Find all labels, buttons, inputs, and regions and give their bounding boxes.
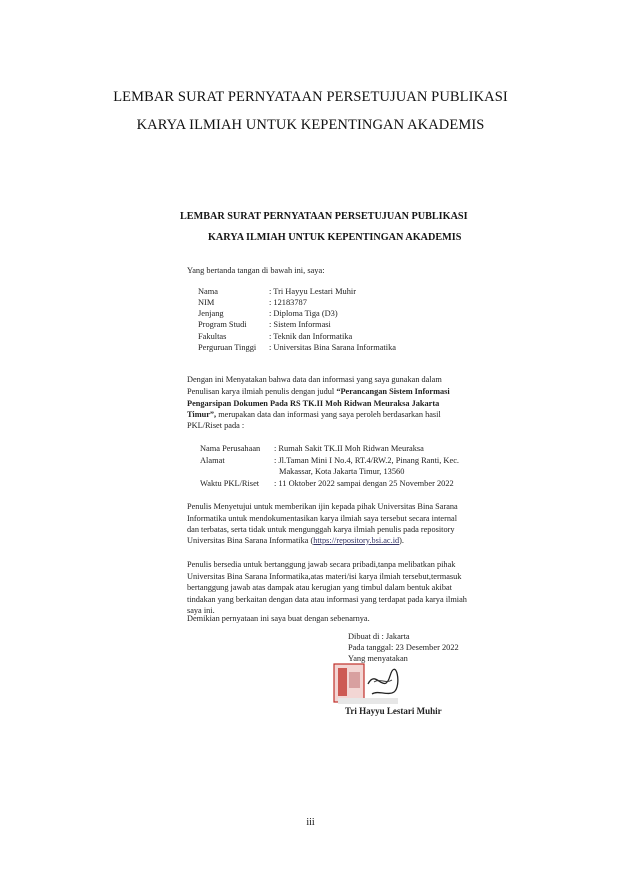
- field-value-perguruan-tinggi: : Universitas Bina Sarana Informatika: [269, 343, 396, 352]
- field-value-nim: : 12183787: [269, 298, 307, 307]
- field-label-program-studi: Program Studi: [198, 320, 247, 329]
- para1-line-4: [187, 410, 441, 419]
- scan-heading-2: KARYA ILMIAH UNTUK KEPENTINGAN AKADEMIS: [208, 232, 462, 243]
- sign-date: Pada tanggal: 23 Desember 2022: [348, 643, 459, 652]
- para1-line-2-text: Penulisan karya ilmiah penulis dengan judul: [187, 387, 337, 396]
- para2-line-3: dan terbatas, serta tidak untuk mengunggah karya ilmiah penulis pada repository: [187, 525, 455, 534]
- field-label-nim: NIM: [198, 298, 215, 307]
- field-label-perguruan-tinggi: Perguruan Tinggi: [198, 343, 257, 352]
- sign-stated: Yang menyatakan: [348, 654, 408, 663]
- field-label-nama: Nama: [198, 287, 218, 296]
- para2-line-4-end: ).: [399, 536, 404, 545]
- para1-line-5: PKL/Riset pada :: [187, 421, 245, 430]
- company-value-nama: : Rumah Sakit TK.II Moh Ridwan Meuraksa: [274, 444, 424, 453]
- company-value-alamat-2: Makassar, Kota Jakarta Timur, 13560: [279, 467, 405, 476]
- scan-intro: Yang bertanda tangan di bawah ini, saya:: [187, 266, 325, 275]
- sign-name: Tri Hayyu Lestari Muhir: [345, 706, 442, 716]
- para3-line-2: Universitas Bina Sarana Informatika,atas materi/isi karya ilmiah tersebut,termasuk: [187, 572, 462, 581]
- field-value-fakultas: : Teknik dan Informatika: [269, 332, 353, 341]
- company-value-waktu: : 11 Oktober 2022 sampai dengan 25 November 2022: [274, 479, 454, 488]
- company-label-nama: Nama Perusahaan: [200, 444, 261, 453]
- para2-line-1: Penulis Menyetujui untuk memberikan ijin kepada pihak Universitas Bina Sarana: [187, 502, 458, 511]
- field-value-nama: : Tri Hayyu Lestari Muhir: [269, 287, 357, 296]
- company-label-waktu: Waktu PKL/Riset: [200, 479, 260, 488]
- sign-place: Dibuat di : Jakarta: [348, 632, 410, 641]
- field-value-jenjang: : Diploma Tiga (D3): [269, 309, 338, 318]
- para1-line-4-text: merupakan data dan informasi yang saya peroleh berdasarkan hasil: [216, 410, 441, 419]
- para3-line-3: bertanggung jawab atas dampak atau kerugian yang timbul dalam bentuk akibat: [187, 583, 452, 592]
- page-title-line-1: LEMBAR SURAT PERNYATAAN PERSETUJUAN PUBLIKASI: [113, 89, 508, 105]
- para1-title-start: “Perancangan Sistem Informasi: [336, 387, 450, 396]
- para2-line-2: Informatika untuk mendokumentasikan karya ilmiah saya tersebut secara internal: [187, 514, 458, 523]
- closing-statement: Demikian pernyataan ini saya buat dengan sebenarnya.: [187, 614, 370, 623]
- para1-line-2: [187, 387, 450, 396]
- para1-title-end: Timur”,: [187, 410, 217, 419]
- repository-link[interactable]: https://repository.bsi.ac.id: [313, 536, 400, 545]
- field-label-jenjang: Jenjang: [198, 309, 224, 318]
- para3-line-4: tindakan yang berkaitan dengan data atau informasi yang terdapat pada karya ilmiah: [187, 595, 467, 604]
- company-value-alamat-1: : Jl.Taman Mini I No.4, RT.4/RW.2, Pinang Ranti, Kec.: [274, 456, 460, 465]
- page-title-line-2: KARYA ILMIAH UNTUK KEPENTINGAN AKADEMIS: [136, 117, 485, 133]
- scan-heading-1: LEMBAR SURAT PERNYATAAN PERSETUJUAN PUBLIKASI: [180, 211, 468, 222]
- para3-line-5: saya ini.: [187, 606, 215, 615]
- para2-line-4: [187, 536, 404, 545]
- para1-line-1: Dengan ini Menyatakan bahwa data dan informasi yang saya gunakan dalam: [187, 375, 442, 384]
- para2-line-4-text: Universitas Bina Sarana Informatika (: [187, 536, 314, 545]
- para3-line-1: Penulis bersedia untuk bertanggung jawab secara pribadi,tanpa melibatkan pihak: [187, 560, 456, 569]
- field-value-program-studi: : Sistem Informasi: [269, 320, 331, 329]
- para1-title-line: Pengarsipan Dokumen Pada RS TK.II Moh Ridwan Meuraksa Jakarta: [187, 399, 440, 408]
- company-label-alamat: Alamat: [200, 456, 225, 465]
- field-label-fakultas: Fakultas: [198, 332, 227, 341]
- page-number: iii: [306, 817, 315, 828]
- meterai-stamp-signature-icon: [332, 662, 407, 707]
